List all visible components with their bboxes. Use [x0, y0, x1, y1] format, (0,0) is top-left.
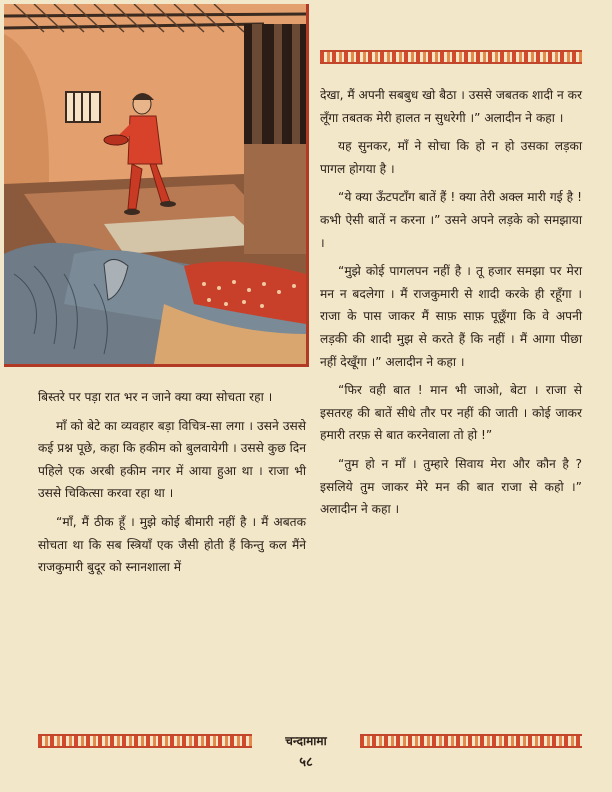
paragraph: बिस्तरे पर पड़ा रात भर न जाने क्या क्या सोचता रहा ।: [38, 390, 273, 404]
paragraph: “फिर वही बात ! मान भी जाओ, बेटा । राजा से इसतरह की बातें सीधे तौर पर नहीं की जाती । कोई जाकर हमारी तरफ़ से बात करनेवाला तो हो !”: [320, 383, 582, 443]
paragraph: “तुम हो न माँ । तुम्हारे सिवाय मेरा और कौन है ? इसलिये तुम जाकर मेरे मन की बात राजा से कहो ।” अलादीन ने कहा ।: [320, 456, 582, 517]
paragraph: “माँ, मैं ठीक हूँ । मुझे कोई बीमारी नहीं है । मैं अबतक सोचता था कि सब स्त्रियाँ एक जैसी होती हैं किन्तु कल मैंने राजकुमारी बुदूर को स्नानशाला में: [38, 514, 306, 575]
paragraph: माँ को बेटे का व्यवहार बड़ा विचित्र-सा लगा । उसने उससे कई प्रश्न पूछे, कहा कि हकीम को बुलवायेगी । उससे कुछ दिन पहिले एक अरबी हकीम नगर में आया हुआ था । राजा भी उससे चिकित्सा करवा रहा था ।: [38, 418, 306, 501]
right-text-column: [320, 84, 582, 527]
page-number: ५८: [299, 755, 313, 770]
paragraph: “मुझे कोई पागलपन नहीं है । तू हजार समझा पर मेरा मन न बदलेगा । मैं राजकुमारी से शादी करके ही रहूँगा । राजा के पास जाकर मैं साफ़ साफ़ पूछूँगा कि वे अपनी लड़की की शादी मुझ से करते हैं कि नहीं । मैं आगा पीछा नहीं देखूँगा ।” अलादीन ने कहा ।: [320, 264, 582, 369]
footer-border-left: [38, 734, 252, 748]
paragraph: यह सुनकर, माँ ने सोचा कि हो न हो उसका लड़का पागल होगया है ।: [320, 139, 582, 176]
illustration-drawing: [4, 4, 306, 364]
top-decorative-border: [320, 50, 582, 64]
paragraph: “ये क्या ऊँटपटाँग बातें हैं ! क्या तेरी अक्ल मारी गई है ! कभी ऐसी बातें न करना ।” उसने अपने लड़के को समझाया ।: [320, 190, 582, 250]
paragraph: देखा, मैं अपनी सबबुध खो बैठा । उससे जबतक शादी न कर लूँगा तबतक मेरी हालत न सुधरेगी ।” अलादीन ने कहा ।: [320, 88, 582, 125]
story-illustration: [4, 4, 309, 367]
magazine-name: चन्दामामा: [285, 734, 327, 748]
left-text-column: [38, 386, 306, 585]
footer-border-right: [360, 734, 582, 748]
